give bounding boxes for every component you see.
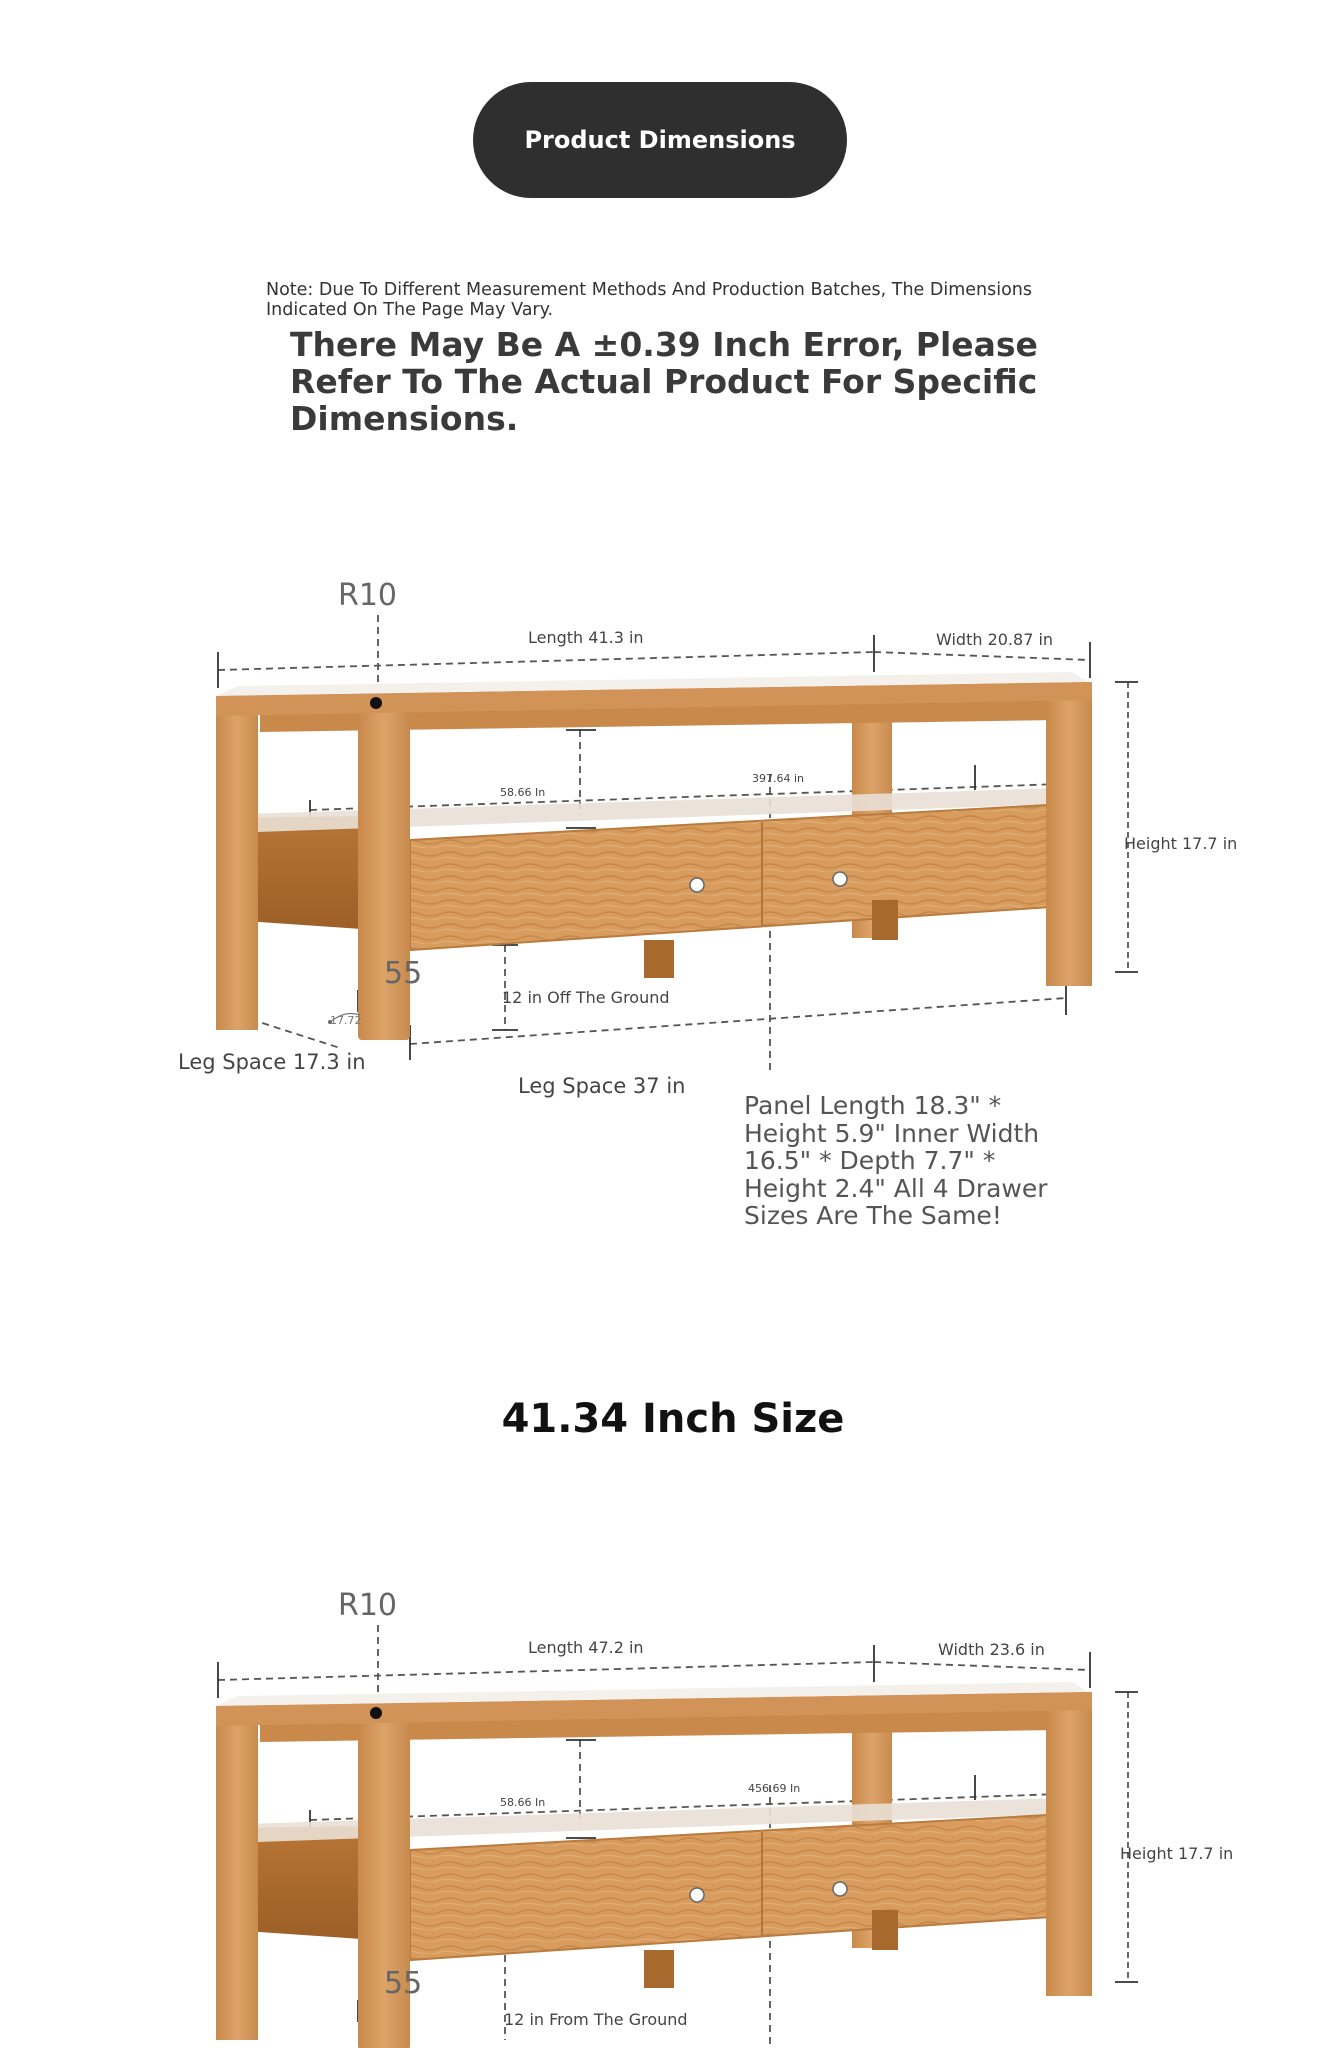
ground-clearance-label: 12 in Off The Ground <box>502 988 670 1007</box>
length-label: Length 47.2 in <box>528 1638 644 1657</box>
width-label: Width 20.87 in <box>936 630 1054 649</box>
radius-label: R10 <box>338 578 398 613</box>
product-dimensions-button[interactable]: Product Dimensions <box>473 82 847 198</box>
coffee-table-illustration <box>0 560 1322 1260</box>
size-title: 41.34 Inch Size <box>501 1396 845 1442</box>
inner-length-label: 456.69 In <box>748 1782 801 1795</box>
coffee-table-illustration <box>0 1570 1322 2048</box>
height-label: Height 17.7 in <box>1120 1844 1234 1863</box>
leg-size-label: 55 <box>384 956 423 991</box>
width-label: Width 23.6 in <box>938 1640 1045 1659</box>
leg-space-side-label: Leg Space 17.3 in <box>178 1050 366 1074</box>
inner-depth-label: 58.66 In <box>500 786 546 799</box>
inner-length-label: 397.64 in <box>752 772 805 785</box>
dimension-figure-2 <box>0 1570 1322 2048</box>
leg-space-front-label: Leg Space 37 in <box>518 1074 686 1098</box>
ground-clearance-label: 12 in From The Ground <box>504 2010 688 2029</box>
leg-size-label: 55 <box>384 1966 423 2001</box>
inner-depth-label: 58.66 In <box>500 1796 546 1809</box>
error-note: There May Be A ±0.39 Inch Error, Please Refer To The Actual Product For Specific Dimensions. <box>290 325 1038 438</box>
dimension-figure-1 <box>0 560 1322 1260</box>
measurement-note: Note: Due To Different Measurement Methods And Production Batches, The Dimensions Indicated On The Page May Vary. <box>266 280 1033 320</box>
leg-angle-label: 17.72 <box>330 1014 362 1027</box>
drawer-size-note: Panel Length 18.3" * Height 5.9" Inner Width 16.5" * Depth 7.7" * Height 2.4" All 4 Drawer Sizes Are The Same! <box>744 1091 1048 1230</box>
length-label: Length 41.3 in <box>528 628 644 647</box>
height-label: Height 17.7 in <box>1124 834 1238 853</box>
radius-label: R10 <box>338 1588 398 1623</box>
